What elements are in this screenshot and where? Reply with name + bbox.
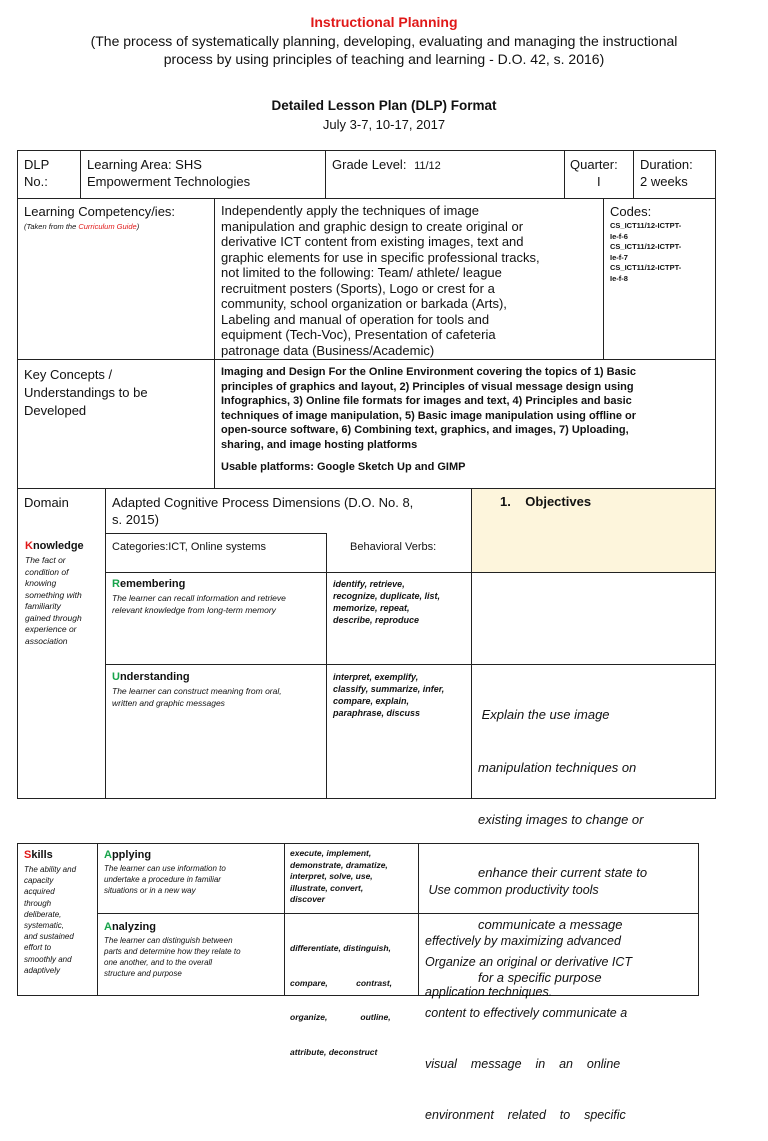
- competency-label: Learning Competency/ies:: [24, 204, 176, 219]
- analyzing-verbs: differentiate, distinguish, compare, contrast, organize, outline, attribute, deconstruct: [290, 943, 393, 1057]
- dlp-dates: July 3-7, 10-17, 2017: [322, 117, 446, 132]
- competency-text: Independently apply the techniques of image manipulation and graphic design to create original or derivative ICT content from existing images, text and graphic elements for use in specific professional tracks, not limited to the following: Team/ athlete/ league recruitment posters (Sports), Logo or crest for a community, school organization or barkada (Arts), Labeling and manual of operation for tools and equipment (Tech-Voc), Presentation of cafeteria patronage data (Business/Academic): [221, 203, 540, 358]
- domain-label: Domain: [24, 495, 69, 510]
- applying-description: The learner can use information to undertake a procedure in familiar situations or in a new way: [104, 864, 226, 895]
- remembering-heading: Remembering: [112, 578, 186, 590]
- subtitle-line: process by using principles of teaching and learning - D.O. 42, s. 2016): [163, 51, 605, 67]
- skills-heading: Skills: [24, 849, 53, 861]
- learning-area: Learning Area: SHS Empowerment Technologies: [87, 157, 251, 189]
- analyzing-description: The learner can distinguish between parts and determine how they relate to one another, and to the overall structure and purpose: [104, 936, 241, 978]
- key-concepts-label: Key Concepts / Understandings to be Developed: [24, 367, 148, 418]
- page-subtitle: [0, 32, 768, 68]
- duration: Duration: 2 weeks: [640, 157, 693, 189]
- applying-objective: Use common productivity tools effectively by maximizing advanced application techniques.: [425, 883, 621, 999]
- remembering-verbs: identify, retrieve, recognize, duplicate, list, memorize, repeat, describe, reproduce: [333, 579, 441, 625]
- page-title: Instructional Planning: [310, 14, 458, 30]
- dlp-title: Detailed Lesson Plan (DLP) Format: [271, 98, 497, 113]
- objectives-label: 1. Objectives: [500, 494, 592, 509]
- categories-label: Categories:ICT, Online systems: [112, 541, 267, 553]
- usable-platforms: Usable platforms: Google Sketch Up and GIMP: [221, 461, 466, 473]
- key-concepts-text: Imaging and Design For the Online Environment covering the topics of 1) Basic principles of graphics and layout, 2) Principles of visual message design using Infographics, 3) Online file formats for images and text, 4) Principles and basic techniques of image manipulation, 5) Basic image manipulation using offline or open-source software, 6) Combining text, graphics, and images, 7) Uploading, sharing, and image hosting platforms Usable platforms: Google Sketch Up and GIMP: [221, 366, 637, 473]
- applying-verbs: execute, implement, demonstrate, dramatize, interpret, solve, use, illustrate, convert, discover: [290, 848, 388, 904]
- remembering-description: The learner can recall information and retrieve relevant knowledge from long-term memory: [112, 593, 286, 615]
- competency-note: (Taken from the Curriculum Guide): [24, 222, 140, 231]
- duration-value: 2 weeks: [640, 174, 688, 189]
- behavioral-verbs-label: Behavioral Verbs:: [350, 541, 437, 553]
- subtitle-line: (The process of systematically planning, developing, evaluating and managing the instructional: [90, 33, 678, 49]
- understanding-heading: Understanding: [112, 671, 190, 683]
- adapted-dimensions-label: Adapted Cognitive Process Dimensions (D.O. No. 8, s. 2015): [112, 495, 414, 527]
- curriculum-guide-link: Curriculum Guide: [78, 222, 137, 231]
- dlp-number-label: DLP No.:: [24, 157, 50, 189]
- understanding-objective: Explain the use image manipulation techniques on existing images to change or enhance their current state to communicate a message for a specific purpose: [478, 707, 648, 985]
- applying-heading: Applying: [104, 849, 152, 861]
- grade-level: Grade Level: 11/12: [332, 157, 441, 172]
- quarter-value: I: [597, 174, 601, 189]
- quarter: Quarter: I: [570, 157, 618, 189]
- skills-description: The ability and capacity acquired through deliberate, systematic, and sustained effort to smoothly and adaptively: [24, 865, 77, 975]
- analyzing-heading: Analyzing: [104, 921, 156, 933]
- understanding-description: The learner can construct meaning from oral, written and graphic messages: [112, 686, 282, 708]
- analyzing-objective: Organize an original or derivative ICT content to effectively communicate a visual message in an online environment related to specific: [425, 955, 633, 1122]
- grade-level-value: 11/12: [414, 160, 441, 172]
- codes-label: Codes:: [610, 204, 652, 219]
- knowledge-heading: Knowledge: [25, 540, 84, 552]
- understanding-verbs: interpret, exemplify, classify, summarize, infer, compare, explain, paraphrase, discuss: [333, 672, 445, 718]
- knowledge-description: The fact or condition of knowing something with familiarity gained through experience or association: [25, 555, 82, 646]
- competency-codes: CS_ICT11/12-ICTPT- Ie-f-6 CS_ICT11/12-ICTPT- Ie-f-7 CS_ICT11/12-ICTPT- Ie-f-8: [610, 221, 682, 283]
